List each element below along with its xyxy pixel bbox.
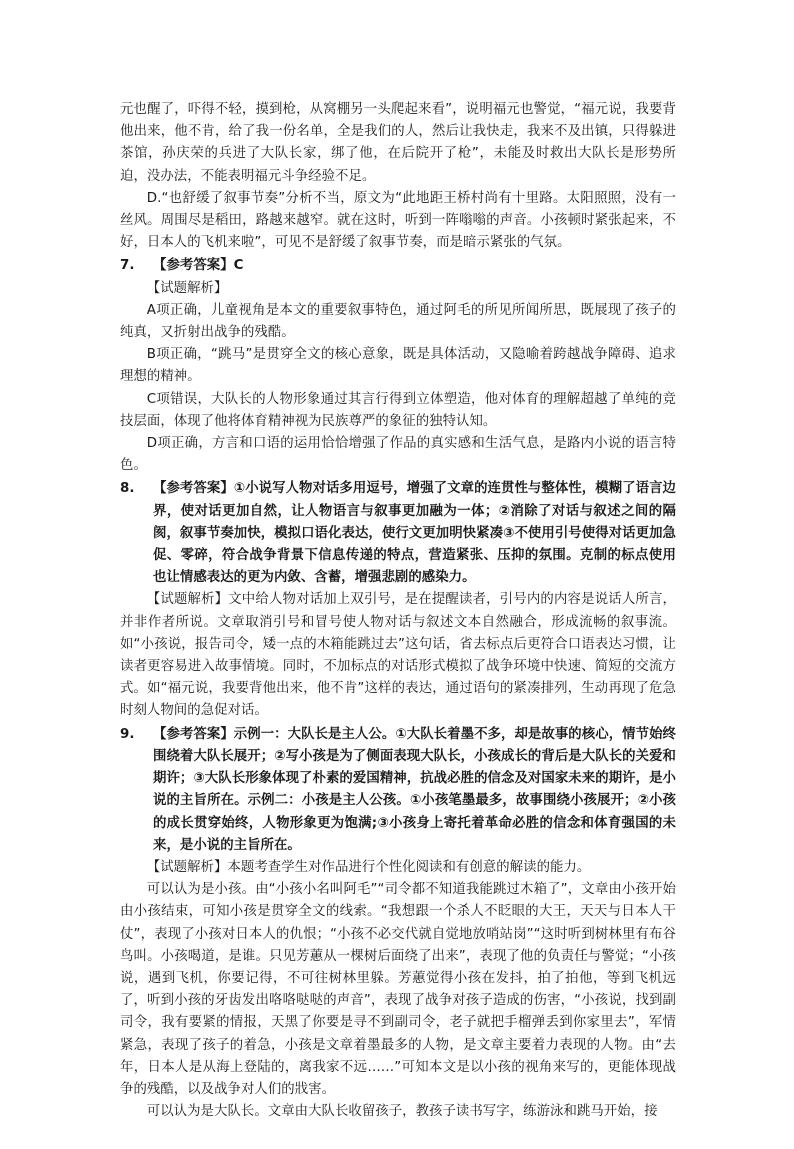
answer: 【参考答案】①小说写人物对话多用逗号，增强了文章的连贯性与整体性，模糊了语言边界，使对话更加自然，让人物语言与叙事更加融为一体；②消除了对话与叙述之间的隔阂，叙事节奏加快，模拟口语化表达，使行文更加明快紧凑③不使用引号使得对话更加急促、零碎，符合战争背景下信息传递的特点，营造紧张、压抑的氛围。克制的标点使用也让情感表达的更为内敛、含蓄，增强悲剧的感染力。: [153, 481, 676, 586]
question-number: 7.: [120, 258, 135, 274]
option-analysis: D项正确，方言和口语的运用恰恰增强了作品的真实感和生活气息，是路内小说的语言特色。: [120, 436, 676, 474]
question-9: [120, 724, 676, 1124]
question-number: 9.: [120, 726, 135, 742]
intro-paragraph: 元也醒了，吓得不轻，摸到枪，从窝棚另一头爬起来看”，说明福元也警觉，“福元说，我要背他出来，他不肯，给了我一份名单，全是我们的人，然后让我快走，我来不及出镇，只得躲进茶馆，孙庆荣的兵进了大队长家，绑了他，在后院开了枪”，未能及时救出大队长是形势所迫，没办法，不能表明福元斗争经验不足。: [120, 102, 676, 184]
option-analysis: C项错误，大队长的人物形象通过其言行得到立体塑造，他对体育的理解超越了单纯的竞技层面，体现了他将体育精神视为民族尊严的象征的独特认知。: [120, 391, 676, 429]
question-8: [120, 478, 676, 722]
intro-paragraph: D.“也舒缓了叙事节奏”分析不当，原文为“此地距王桥村尚有十里路。太阳照照，没有一丝风。周围尽是稻田，路越来越窄。就在这时，听到一阵嗡嗡的声音。小孩顿时紧张起来，不好，日本人的飞机来啦”，可见不是舒缓了叙事节奏，而是暗示紧张的气氛。: [120, 190, 676, 251]
option-analysis: A项正确，儿童视角是本文的重要叙事特色，通过阿毛的所见所闻所思，既展现了孩子的纯真，又折射出战争的残酷。: [120, 302, 676, 341]
question-number: 8.: [120, 481, 135, 497]
option-analysis: B项正确，“跳马”是贯穿全文的核心意象，既是具体活动，又隐喻着跨越战争障碍、追求理想的精神。: [120, 347, 676, 385]
answer: 【参考答案】C: [153, 258, 244, 274]
analysis: 【试题解析】本题考查学生对作品进行个性化阅读和有创意的解读的能力。: [146, 859, 591, 875]
analysis-paragraph: 可以认为是大队长。文章由大队长收留孩子，教孩子读书写字，练游泳和跳马开始，接: [146, 1104, 658, 1120]
question-7: [120, 255, 676, 477]
answer: 【参考答案】示例一：大队长是主人公。①大队长着墨不多，却是故事的核心，情节始终围绕着大队长展开；②写小孩是为了侧面表现大队长，小孩成长的背后是大队长的关爱和期许；③大队长形象体现了朴素的爱国精神，抗战必胜的信念及对国家未来的期许，是小说的主旨所在。示例二：小孩是主人公孩。①小孩笔墨最多，故事围绕小孩展开；②小孩的成长贯穿始终，人物形象更为饱满;③小孩身上寄托着革命必胜的信念和体育强国的未来，是小说的主旨所在。: [153, 726, 676, 853]
analysis-paragraph: 可以认为是小孩。由“小孩小名叫阿毛”“司令都不知道我能跳过木箱了”，文章由小孩开始由小孩结束，可知小孩是贯穿全文的线索。“我想跟一个杀人不眨眼的大王，天天与日本人干仗”，表现了小孩对日本人的仇恨；“小孩不必交代就自觉地放哨站岗”“这时听到树林里有布谷鸟叫。小孩喝道，是谁。只见芳蕙从一棵树后面绕了出来”，表现了他的负责任与警觉；“小孩说，遇到飞机，你要记得，不可往树林里躲。芳蕙觉得小孩在发抖，拍了拍他，等到飞机远了，听到小孩的牙齿发出咯咯哒哒的声音”，表现了战争对孩子造成的伤害，“小孩说，找到副司令，我有要紧的情报，天黑了你要是寻不到副司令，老子就把手榴弹丢到你家里去”，军情紧急，表现了孩子的着急，小孩是文章着墨最多的人物，是文章主要着力表现的人物。由“去年，日本人是从海上登陆的，离我家不远……”可知本文是以小孩的视角来写的，更能体现战争的残酷，以及战争对人们的戕害。: [120, 882, 676, 1097]
document-body: [120, 99, 676, 1123]
analysis-title: 【试题解析】: [146, 280, 228, 296]
analysis: 【试题解析】文中给人物对话加上双引号，是在提醒读者，引号内的内容是说话人所言，并非作者所说。文章取消引号和冒号使人物对话与叙述文本自然融合，形成流畅的叙事流。如“小孩说，报告司令，矮一点的木箱能跳过去”这句话，省去标点后更符合口语表达习惯，让读者更容易进入故事情境。同时，不加标点的对话形式模拟了战争环境中快速、简短的交流方式。如“福元说，我要背他出来，他不肯”这样的表达，通过语句的紧凑排列，生动再现了危急时刻人物间的急促对话。: [120, 592, 676, 719]
